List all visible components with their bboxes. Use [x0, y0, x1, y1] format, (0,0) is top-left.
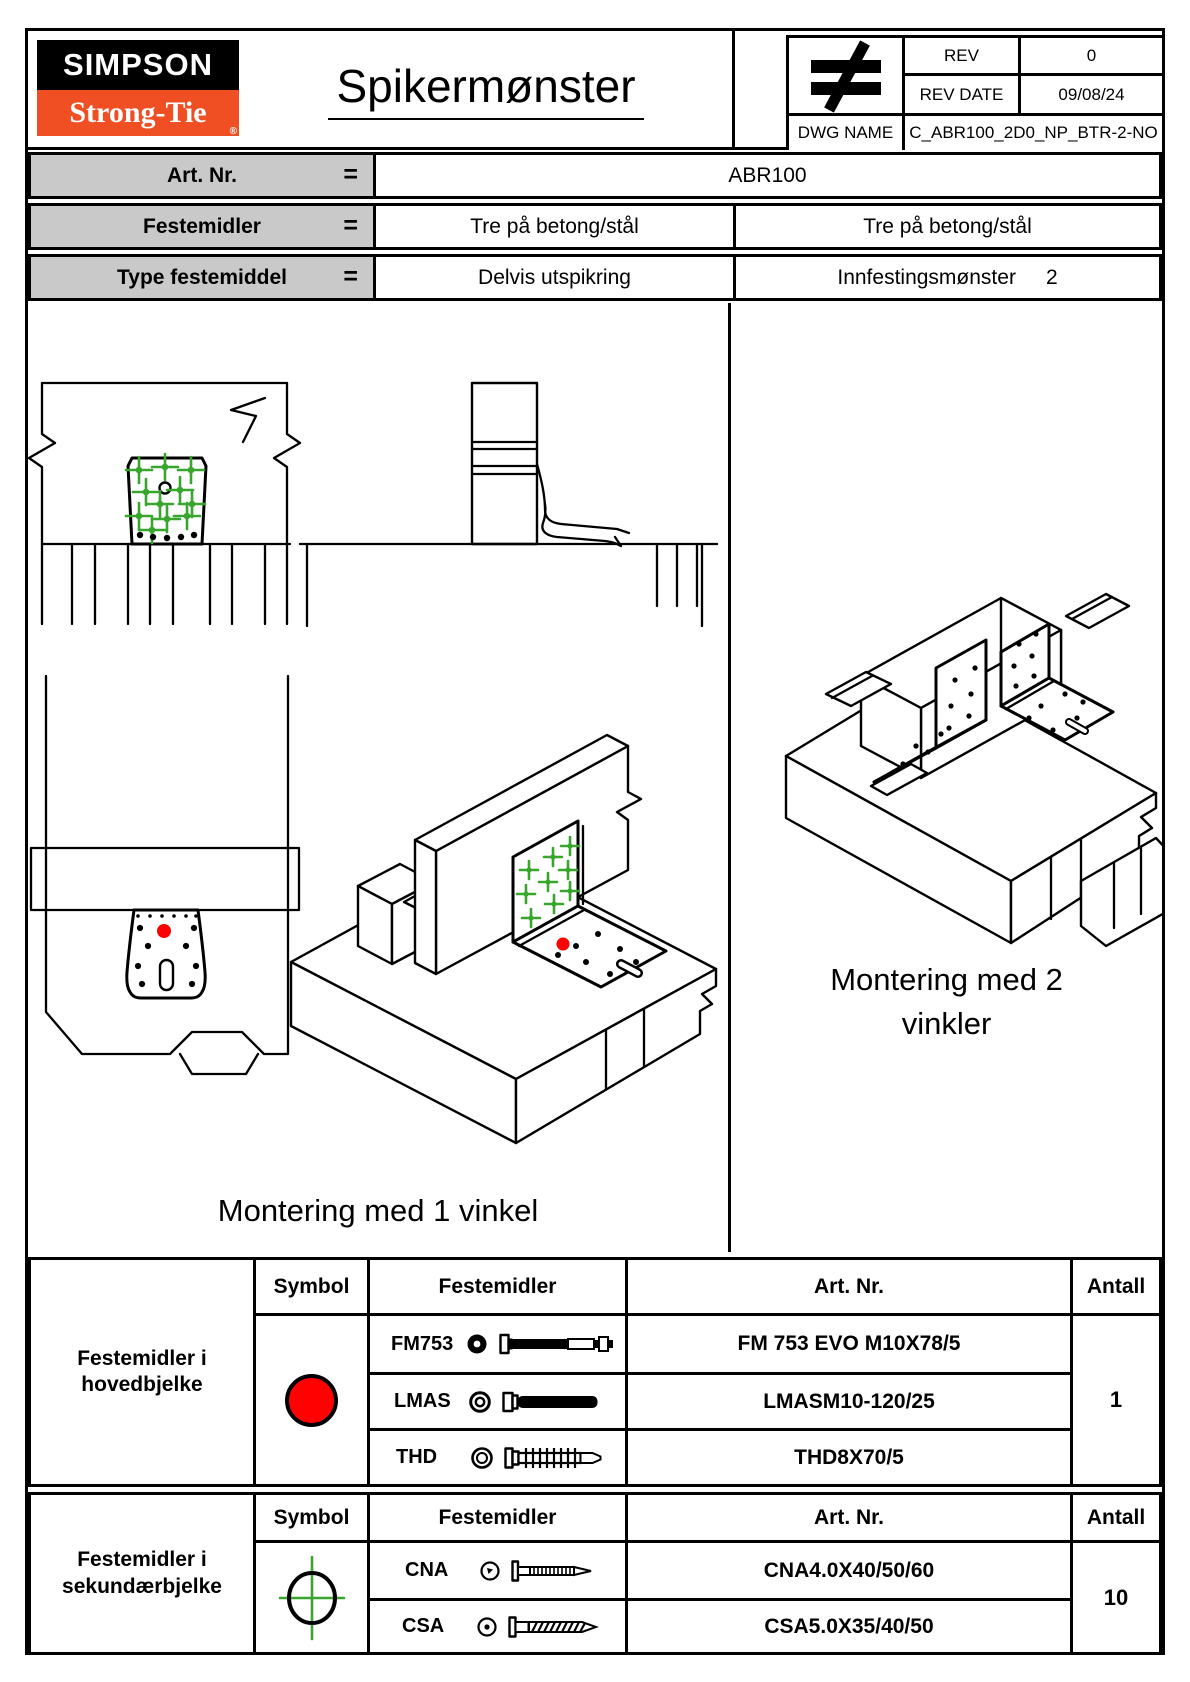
- logo-strongtie: Strong-Tie ®: [37, 90, 239, 136]
- innfestingsmonster-number: 2: [1045, 265, 1058, 289]
- header-art-nr: Art. Nr.: [628, 1495, 1070, 1540]
- rev-value: 0: [1021, 38, 1162, 73]
- rev-date-value: 09/08/24: [1021, 76, 1162, 113]
- equals-sign: =: [343, 210, 358, 239]
- simpson-strongtie-logo: [37, 40, 239, 136]
- antall-hovedbjelke: 1: [1073, 1316, 1159, 1484]
- festemidler-value-left: Tre på betong/stål: [376, 206, 736, 247]
- caption-one-angle: Montering med 1 vinkel: [217, 1193, 539, 1228]
- not-equal-icon: [789, 38, 902, 113]
- equals-sign: =: [343, 159, 358, 188]
- artnr-cna: CNA4.0X40/50/60: [628, 1543, 1070, 1598]
- fastener-row-cna: CNA: [370, 1543, 625, 1598]
- fasteners-table-sekundaerbjelke: [28, 1492, 1162, 1652]
- cna-head-icon: [478, 1558, 502, 1584]
- artnr-thd: THD8X70/5: [628, 1431, 1070, 1484]
- drawing-sheet: [25, 28, 1165, 1655]
- fm753-bolt-icon: [499, 1330, 617, 1358]
- festemidler-value-right: Tre på betong/stål: [863, 214, 1032, 238]
- equals-sign: =: [343, 261, 358, 290]
- header-antall: Antall: [1073, 1260, 1159, 1313]
- header-symbol: Symbol: [256, 1495, 367, 1540]
- symbol-cell-sekundaerbjelke: [256, 1543, 367, 1652]
- artnr-fm753: FM 753 EVO M10X78/5: [628, 1316, 1070, 1372]
- header-festemidler: Festemidler: [370, 1260, 625, 1313]
- innfestingsmonster-label: Innfestingsmønster: [837, 265, 1016, 289]
- header-art-nr: Art. Nr.: [628, 1260, 1070, 1313]
- thd-screw-icon: [504, 1444, 612, 1472]
- antall-sekundaerbjelke: 10: [1073, 1543, 1159, 1652]
- rev-date-label: REV DATE: [905, 76, 1018, 113]
- drawing-panel-two-angles: [728, 303, 1162, 1252]
- dwg-name-label: DWG NAME: [789, 116, 902, 150]
- fastener-row-thd: THD: [370, 1431, 625, 1484]
- thd-washer-icon: [469, 1444, 495, 1472]
- lmas-bolt-icon: [502, 1388, 614, 1416]
- red-circle-symbol: [285, 1374, 338, 1427]
- logo-simpson: SIMPSON: [37, 40, 239, 90]
- csa-screw-icon: [508, 1614, 606, 1640]
- product-info-table: [28, 150, 1162, 303]
- artnr-csa: CSA5.0X35/40/50: [628, 1601, 1070, 1652]
- symbol-cell-hovedbjelke: [256, 1316, 367, 1484]
- fastener-row-csa: CSA: [370, 1601, 625, 1652]
- fm753-washer-icon: [464, 1330, 490, 1358]
- registered-mark: ®: [229, 126, 237, 137]
- front-view-drawing: [30, 676, 302, 1106]
- festemidler-label: Festemidler =: [31, 206, 376, 247]
- cna-nail-icon: [511, 1558, 603, 1584]
- section-view-drawing: [40, 346, 292, 630]
- csa-head-icon: [475, 1614, 499, 1640]
- type-festemiddel-row: [28, 254, 1162, 301]
- group-label-sekundaerbjelke: Festemidler i sekundærbjelke: [31, 1495, 253, 1652]
- page-title: Spikermønster: [328, 59, 643, 120]
- fastener-row-lmas: LMAS: [370, 1375, 625, 1428]
- drawing-panel-one-angle: [28, 303, 728, 1252]
- green-crosshair-symbol: [276, 1554, 348, 1642]
- side-view-drawing: [280, 346, 720, 630]
- art-nr-value: ABR100: [728, 163, 807, 187]
- dwg-name-value: C_ABR100_2D0_NP_BTR-2-NO: [905, 116, 1162, 150]
- art-nr-row: [28, 152, 1162, 199]
- iso-two-angles-drawing: [731, 314, 1162, 954]
- type-festemiddel-label: Type festemiddel =: [31, 257, 376, 298]
- header-symbol: Symbol: [256, 1260, 367, 1313]
- group-label-hovedbjelke: Festemidler i hovedbjelke: [31, 1260, 253, 1484]
- fasteners-table-hovedbjelke: [28, 1257, 1162, 1487]
- drawing-area: [28, 303, 1162, 1252]
- artnr-lmas: LMASM10-120/25: [628, 1375, 1070, 1428]
- revision-block: [732, 31, 1162, 147]
- festemidler-row: [28, 203, 1162, 250]
- header-festemidler: Festemidler: [370, 1495, 625, 1540]
- type-value-left: Delvis utspikring: [376, 257, 736, 298]
- header-antall: Antall: [1073, 1495, 1159, 1540]
- iso-one-angle-drawing: [276, 734, 728, 1159]
- rev-label: REV: [905, 38, 1018, 73]
- title-block: [28, 31, 1162, 150]
- innfestingsmonster-cell: [736, 257, 1159, 298]
- art-nr-label: Art. Nr. =: [31, 155, 376, 196]
- fastener-row-fm753: FM753: [370, 1316, 625, 1372]
- lmas-washer-icon: [467, 1388, 493, 1416]
- caption-two-angles: Montering med 2 vinkler: [830, 962, 1063, 1042]
